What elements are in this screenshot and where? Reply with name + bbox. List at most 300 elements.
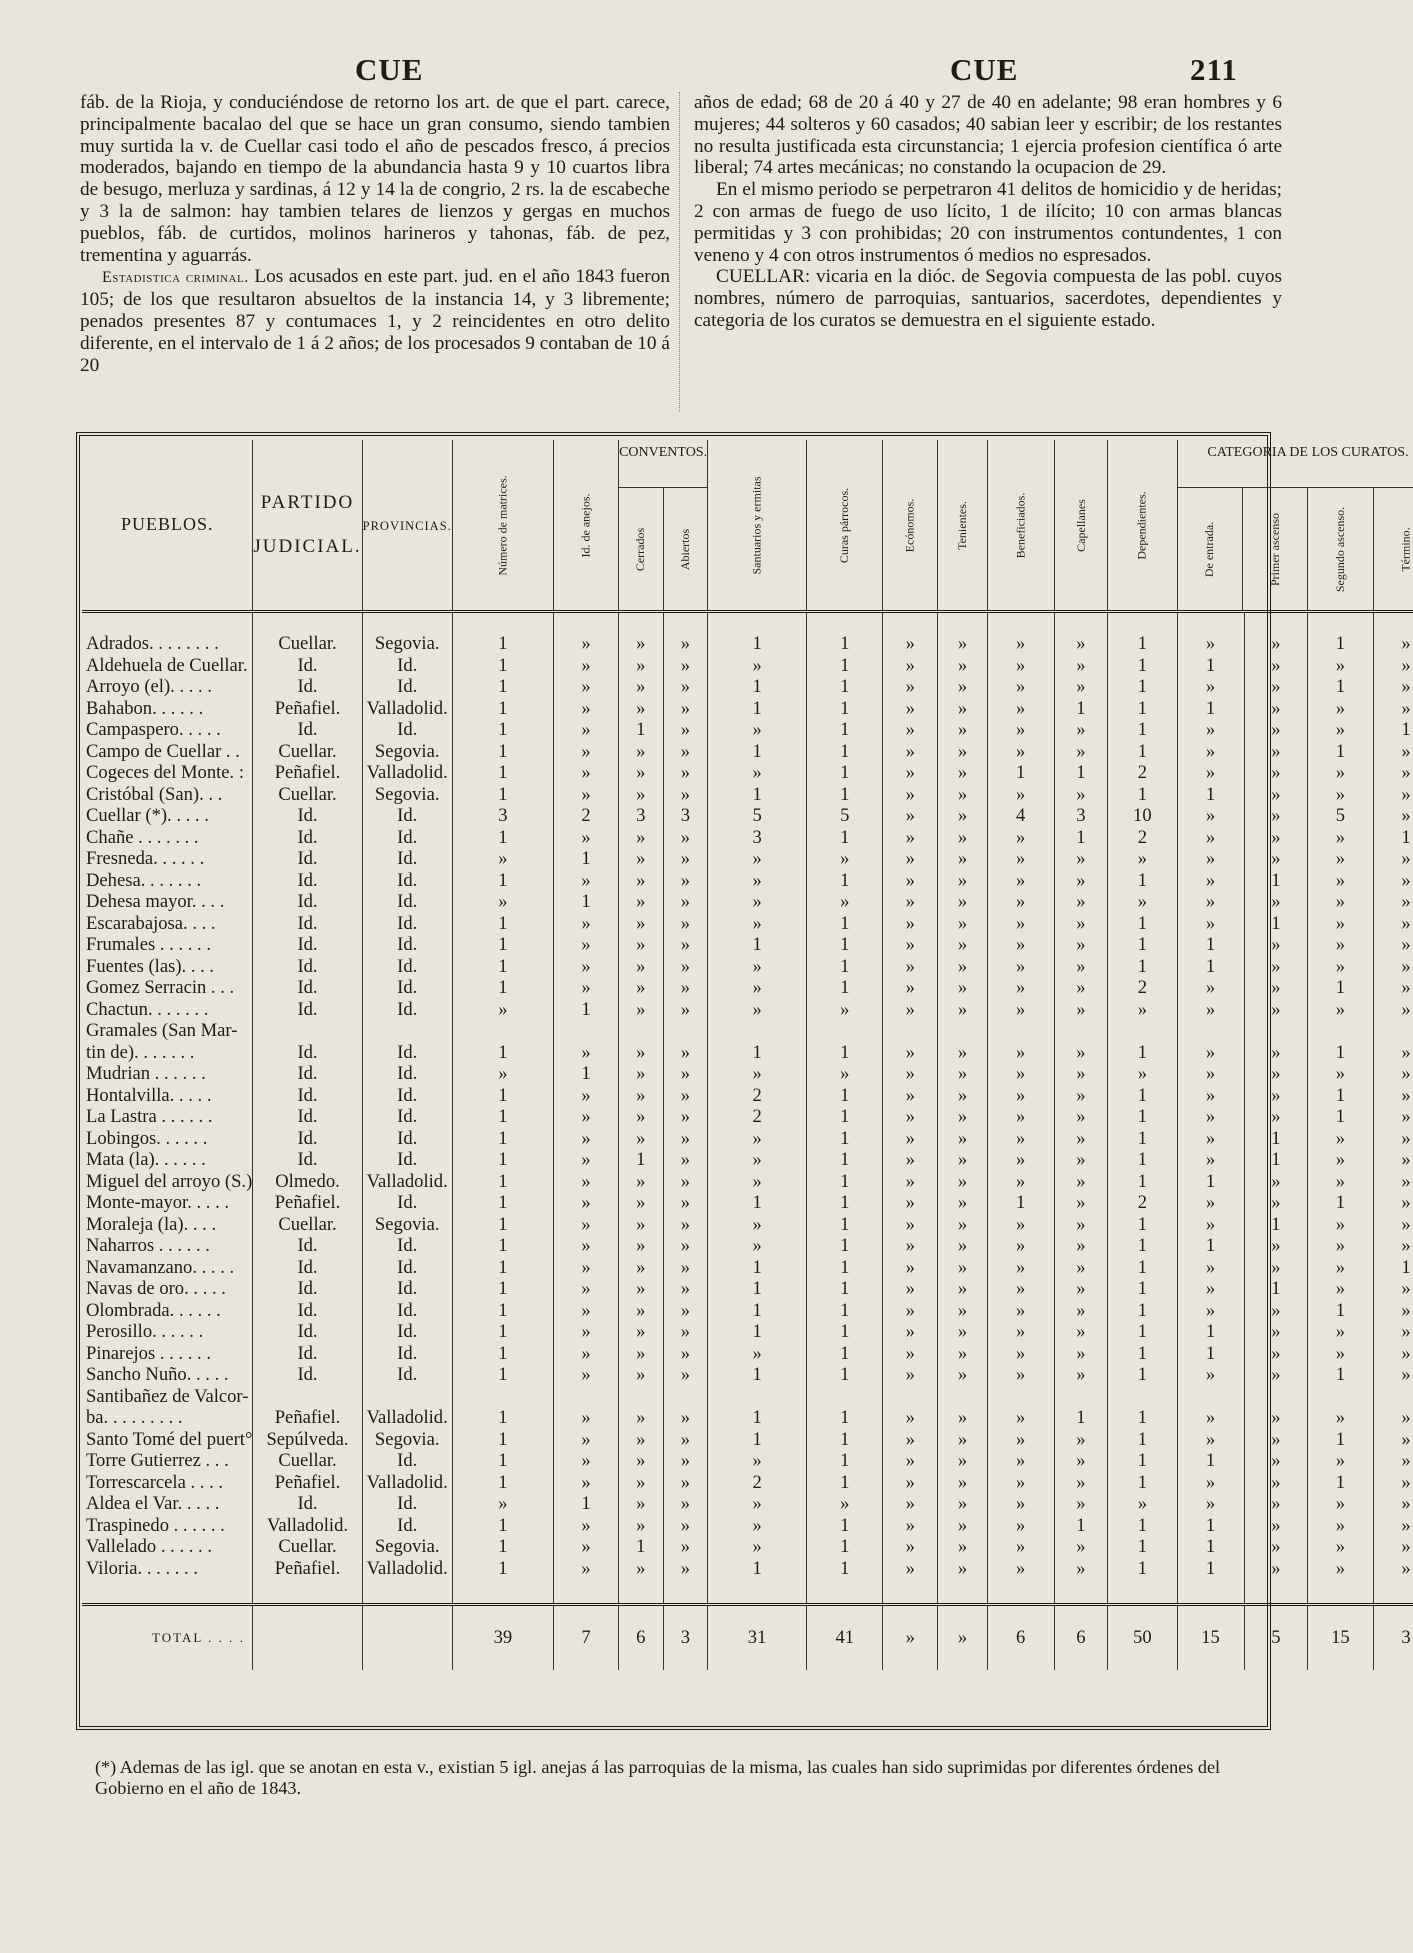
value-cell: » bbox=[1177, 1149, 1244, 1171]
value-cell: » bbox=[452, 999, 553, 1021]
value-cell: 3 bbox=[452, 805, 553, 827]
value-cell: » bbox=[1177, 612, 1244, 655]
value-cell: 1 bbox=[452, 977, 553, 999]
value-cell: 1 bbox=[1308, 1472, 1373, 1494]
value-cell: » bbox=[663, 1450, 708, 1472]
value-cell: » bbox=[1054, 655, 1108, 677]
value-cell: 1 bbox=[1244, 870, 1308, 892]
value-cell: » bbox=[938, 1536, 988, 1558]
value-cell: » bbox=[1054, 1321, 1108, 1343]
total-cell: 5 bbox=[1244, 1605, 1308, 1671]
table-row bbox=[82, 870, 1413, 892]
value-cell: 1 bbox=[708, 784, 807, 806]
value-cell: » bbox=[619, 741, 664, 763]
table-row bbox=[82, 1063, 1413, 1085]
value-cell: » bbox=[938, 1214, 988, 1236]
partido-cell: Id. bbox=[253, 655, 362, 677]
value-cell: » bbox=[883, 1450, 938, 1472]
value-cell: » bbox=[987, 784, 1054, 806]
value-cell: » bbox=[1401, 1342, 1411, 1364]
value-cell: 1 bbox=[1244, 1214, 1308, 1236]
value-cell: 1 bbox=[1308, 1085, 1373, 1107]
left-column bbox=[80, 92, 670, 376]
value-cell: » bbox=[619, 762, 664, 784]
value-cell: » bbox=[807, 1493, 883, 1515]
value-cell: » bbox=[1054, 1450, 1108, 1472]
value-cell: » bbox=[1244, 848, 1308, 870]
value-cell: » bbox=[708, 1235, 807, 1257]
value-cell: 1 bbox=[1108, 870, 1177, 892]
value-cell: » bbox=[1244, 1235, 1308, 1257]
value-cell: » bbox=[554, 934, 619, 956]
value-cell: » bbox=[987, 1063, 1054, 1085]
value-cell: 1 bbox=[807, 762, 883, 784]
value-cell: » bbox=[883, 1042, 938, 1064]
value-cell: » bbox=[987, 1128, 1054, 1150]
partido-cell: Peñafiel. bbox=[253, 698, 362, 720]
value-cell: » bbox=[663, 1407, 708, 1429]
value-cell: 1 bbox=[554, 999, 619, 1021]
partido-cell: Id. bbox=[253, 1063, 362, 1085]
value-cell: » bbox=[554, 1472, 619, 1494]
value-cell: » bbox=[663, 1364, 708, 1386]
value-cell: » bbox=[987, 1493, 1054, 1515]
value-cell: » bbox=[663, 1343, 708, 1365]
value-cell: » bbox=[1054, 870, 1108, 892]
value-cell: » bbox=[1054, 1085, 1108, 1107]
value-cell: » bbox=[987, 1407, 1054, 1429]
pueblo-name: Cuellar (*). . . . . bbox=[82, 805, 253, 827]
value-cell: 1 bbox=[807, 1558, 883, 1580]
header-entrada: De entrada. bbox=[1202, 521, 1217, 577]
value-cell: » bbox=[1177, 1364, 1244, 1386]
table-row bbox=[82, 1128, 1413, 1150]
provincia-cell: Id. bbox=[362, 956, 452, 978]
partido-cell: Id. bbox=[253, 956, 362, 978]
value-cell: » bbox=[554, 1536, 619, 1558]
value-cell: » bbox=[708, 719, 807, 741]
table-row bbox=[82, 1407, 1413, 1429]
value-cell: » bbox=[938, 1493, 988, 1515]
value-cell: » bbox=[1401, 934, 1411, 955]
pueblo-name: Olombrada. . . . . . bbox=[82, 1300, 253, 1322]
value-cell: » bbox=[1401, 1149, 1411, 1170]
value-cell: 1 bbox=[452, 1106, 553, 1128]
value-cell: 1 bbox=[452, 1128, 553, 1150]
total-cell: 50 bbox=[1108, 1605, 1177, 1671]
value-cell: » bbox=[554, 719, 619, 741]
value-cell: » bbox=[987, 741, 1054, 763]
value-cell: 1 bbox=[452, 1149, 553, 1171]
value-cell: » bbox=[1244, 956, 1308, 978]
header-curas: Curas párrocos. bbox=[807, 440, 883, 612]
value-cell: » bbox=[663, 1235, 708, 1257]
value-cell: » bbox=[619, 1343, 664, 1365]
provincia-cell: Id. bbox=[362, 1515, 452, 1537]
value-cell: » bbox=[619, 1171, 664, 1193]
provincia-cell: Id. bbox=[362, 1128, 452, 1150]
value-cell: » bbox=[987, 1149, 1054, 1171]
value-cell: » bbox=[1308, 934, 1373, 956]
value-cell: 1 bbox=[708, 1300, 807, 1322]
pueblo-name: Escarabajosa. . . . bbox=[82, 913, 253, 935]
value-cell: » bbox=[619, 1278, 664, 1300]
value-cell: » bbox=[554, 827, 619, 849]
value-cell: » bbox=[987, 1429, 1054, 1451]
value-cell: » bbox=[1308, 891, 1373, 913]
partido-cell: Peñafiel. bbox=[253, 1558, 362, 1580]
value-cell: » bbox=[1244, 1063, 1308, 1085]
value-cell: » bbox=[663, 1536, 708, 1558]
value-cell: » bbox=[619, 934, 664, 956]
value-cell: » bbox=[987, 1343, 1054, 1365]
value-cell: » bbox=[1054, 956, 1108, 978]
value-cell: » bbox=[1308, 1515, 1373, 1537]
value-cell: 1 bbox=[1177, 1536, 1244, 1558]
value-cell: » bbox=[987, 1515, 1054, 1537]
value-cell: 1 bbox=[807, 1536, 883, 1558]
value-cell: 1 bbox=[708, 1558, 807, 1580]
value-cell: » bbox=[987, 1321, 1054, 1343]
partido-cell: Cuellar. bbox=[253, 1214, 362, 1236]
pueblo-name: Fresneda. . . . . . bbox=[82, 848, 253, 870]
value-cell: » bbox=[619, 1106, 664, 1128]
table-row bbox=[82, 1042, 1413, 1064]
value-cell: 1 bbox=[807, 827, 883, 849]
value-cell: 1 bbox=[1054, 1407, 1108, 1429]
value-cell: 1 bbox=[807, 1300, 883, 1322]
right-column bbox=[694, 92, 1282, 332]
value-cell: 1 bbox=[452, 1429, 553, 1451]
value-cell: » bbox=[938, 1042, 988, 1064]
value-cell: » bbox=[619, 1515, 664, 1537]
partido-cell: Id. bbox=[253, 977, 362, 999]
value-cell: » bbox=[1244, 1450, 1308, 1472]
value-cell: » bbox=[1308, 956, 1373, 978]
header-provincias: PROVINCIAS. bbox=[362, 440, 452, 612]
value-cell: » bbox=[938, 827, 988, 849]
partido-cell: Id. bbox=[253, 719, 362, 741]
value-cell: » bbox=[987, 1214, 1054, 1236]
footnote: (*) Ademas de las igl. que se anotan en esta v., existian 5 igl. anejas á las parroquias de la misma, las cuales han sido suprimidas por diferentes órdenes del Gobierno en el año de 1843. bbox=[95, 1757, 1221, 1798]
value-cell: » bbox=[1244, 1257, 1308, 1279]
value-cell: » bbox=[619, 1407, 664, 1429]
value-cell: » bbox=[938, 956, 988, 978]
value-cell: 1 bbox=[1108, 1321, 1177, 1343]
pueblo-name: Navas de oro. . . . . bbox=[82, 1278, 253, 1300]
value-cell: » bbox=[987, 956, 1054, 978]
value-cell: » bbox=[1054, 1063, 1108, 1085]
value-cell: » bbox=[883, 934, 938, 956]
value-cell: » bbox=[619, 1192, 664, 1214]
value-cell: » bbox=[708, 913, 807, 935]
value-cell: » bbox=[1244, 805, 1308, 827]
value-cell: » bbox=[807, 848, 883, 870]
value-cell: » bbox=[1244, 762, 1308, 784]
value-cell: 1 bbox=[807, 1042, 883, 1064]
value-cell: 1 bbox=[1308, 612, 1373, 655]
value-cell: 1 bbox=[452, 1515, 553, 1537]
value-cell: 1 bbox=[1244, 1149, 1308, 1171]
value-cell: » bbox=[1177, 676, 1244, 698]
value-cell: » bbox=[1177, 1493, 1244, 1515]
value-cell: » bbox=[1244, 1364, 1308, 1386]
provincia-cell: Id. bbox=[362, 1042, 452, 1064]
provincia-cell: Segovia. bbox=[362, 612, 452, 655]
value-cell: » bbox=[938, 719, 988, 741]
value-cell: 1 bbox=[1177, 784, 1244, 806]
value-cell: 2 bbox=[708, 1085, 807, 1107]
value-cell: » bbox=[883, 762, 938, 784]
partido-cell: Cuellar. bbox=[253, 784, 362, 806]
value-cell: 1 bbox=[1108, 913, 1177, 935]
partido-cell: Peñafiel. bbox=[253, 1472, 362, 1494]
value-cell: » bbox=[1401, 633, 1411, 654]
value-cell: 1 bbox=[1108, 612, 1177, 655]
value-cell: » bbox=[1401, 955, 1411, 977]
value-cell: » bbox=[663, 848, 708, 870]
value-cell: 1 bbox=[708, 1257, 807, 1279]
pueblo-name: Pinarejos . . . . . . bbox=[82, 1343, 253, 1365]
provincia-cell: Valladolid. bbox=[362, 1472, 452, 1494]
value-cell: » bbox=[1401, 1536, 1411, 1557]
value-cell: 1 bbox=[1108, 698, 1177, 720]
value-cell: » bbox=[938, 655, 988, 677]
value-cell: » bbox=[708, 1171, 807, 1193]
page-number: 211 bbox=[1190, 52, 1238, 87]
value-cell: 1 bbox=[452, 1364, 553, 1386]
value-cell: » bbox=[807, 891, 883, 913]
table-row bbox=[82, 1515, 1413, 1537]
value-cell: 1 bbox=[1108, 1343, 1177, 1365]
value-cell: » bbox=[1401, 1428, 1411, 1450]
value-cell: » bbox=[987, 1278, 1054, 1300]
value-cell: » bbox=[554, 1429, 619, 1451]
value-cell: » bbox=[1401, 1192, 1411, 1213]
value-cell: » bbox=[1401, 1364, 1411, 1385]
value-cell: » bbox=[1244, 934, 1308, 956]
value-cell: » bbox=[1054, 612, 1108, 655]
value-cell: » bbox=[1177, 719, 1244, 741]
pueblo-name: Dehesa mayor. . . . bbox=[82, 891, 253, 913]
value-cell: » bbox=[938, 1450, 988, 1472]
value-cell: » bbox=[938, 1321, 988, 1343]
value-cell: 1 bbox=[807, 1235, 883, 1257]
value-cell: 1 bbox=[1108, 1149, 1177, 1171]
value-cell: » bbox=[663, 913, 708, 935]
value-cell: » bbox=[554, 676, 619, 698]
value-cell: 1 bbox=[452, 1407, 553, 1429]
value-cell: » bbox=[619, 999, 664, 1021]
value-cell: » bbox=[708, 891, 807, 913]
value-cell: » bbox=[663, 870, 708, 892]
value-cell: » bbox=[554, 1128, 619, 1150]
value-cell: 3 bbox=[708, 827, 807, 849]
estadistica-label: Estadistica criminal. bbox=[102, 269, 249, 287]
value-cell: » bbox=[1054, 1300, 1108, 1322]
column-divider bbox=[679, 92, 681, 412]
table-row-continuation bbox=[82, 1020, 1413, 1042]
value-cell: » bbox=[1308, 719, 1373, 741]
value-cell: » bbox=[938, 934, 988, 956]
value-cell: » bbox=[554, 956, 619, 978]
value-cell: » bbox=[554, 741, 619, 763]
value-cell: » bbox=[554, 1321, 619, 1343]
value-cell: » bbox=[1308, 1536, 1373, 1558]
value-cell: » bbox=[987, 1235, 1054, 1257]
value-cell: » bbox=[1401, 676, 1411, 697]
value-cell: » bbox=[938, 913, 988, 935]
value-cell: 1 bbox=[708, 1429, 807, 1451]
provincia-cell: Id. bbox=[362, 655, 452, 677]
value-cell: » bbox=[1244, 1085, 1308, 1107]
value-cell: » bbox=[663, 1515, 708, 1537]
table-row bbox=[82, 784, 1413, 806]
value-cell: » bbox=[1401, 1278, 1411, 1299]
value-cell: » bbox=[554, 1407, 619, 1429]
value-cell: » bbox=[987, 1085, 1054, 1107]
table-row bbox=[82, 1472, 1413, 1494]
value-cell: » bbox=[1401, 891, 1411, 912]
value-cell: » bbox=[1308, 913, 1373, 935]
value-cell: 1 bbox=[807, 1214, 883, 1236]
table-header-row bbox=[82, 440, 1413, 612]
pueblo-name: Chactun. . . . . . . bbox=[82, 999, 253, 1021]
table-row bbox=[82, 1364, 1413, 1386]
total-cell: 3 bbox=[1373, 1605, 1413, 1671]
value-cell: » bbox=[987, 891, 1054, 913]
pueblo-name: Aldehuela de Cuellar. bbox=[82, 655, 253, 677]
provincia-cell: Id. bbox=[362, 891, 452, 913]
value-cell: » bbox=[1244, 676, 1308, 698]
value-cell: » bbox=[619, 1321, 664, 1343]
total-cell: 15 bbox=[1308, 1605, 1373, 1671]
value-cell: » bbox=[938, 999, 988, 1021]
value-cell: » bbox=[1308, 762, 1373, 784]
value-cell: » bbox=[1108, 848, 1177, 870]
value-cell: 1 bbox=[708, 676, 807, 698]
value-cell: » bbox=[1054, 977, 1108, 999]
value-cell: » bbox=[554, 1192, 619, 1214]
pueblo-name: Torre Gutierrez . . . bbox=[82, 1450, 253, 1472]
value-cell: » bbox=[1177, 805, 1244, 827]
partido-cell: Id. bbox=[253, 1343, 362, 1365]
value-cell: » bbox=[452, 848, 553, 870]
partido-cell: Id. bbox=[253, 676, 362, 698]
value-cell: 10 bbox=[1108, 805, 1177, 827]
value-cell: » bbox=[987, 913, 1054, 935]
value-cell: » bbox=[1401, 1299, 1411, 1321]
value-cell: 1 bbox=[807, 1407, 883, 1429]
value-cell: 2 bbox=[708, 1472, 807, 1494]
pueblo-name: Vallelado . . . . . . bbox=[82, 1536, 253, 1558]
table-row bbox=[82, 1106, 1413, 1128]
pueblo-name: Lobingos. . . . . . bbox=[82, 1128, 253, 1150]
table-row bbox=[82, 676, 1413, 698]
value-cell: » bbox=[663, 956, 708, 978]
value-cell: » bbox=[1401, 1557, 1411, 1579]
value-cell: » bbox=[1177, 1128, 1244, 1150]
value-cell: » bbox=[663, 977, 708, 999]
value-cell: » bbox=[619, 977, 664, 999]
value-cell: » bbox=[708, 1063, 807, 1085]
header-primer-ascenso: Primer ascenso bbox=[1267, 512, 1282, 586]
header-termino: Término. bbox=[1398, 526, 1413, 572]
value-cell: » bbox=[663, 762, 708, 784]
value-cell: 1 bbox=[452, 784, 553, 806]
value-cell: » bbox=[554, 913, 619, 935]
value-cell: 1 bbox=[619, 1149, 664, 1171]
value-cell: » bbox=[938, 1128, 988, 1150]
value-cell: » bbox=[987, 1106, 1054, 1128]
partido-cell: Id. bbox=[253, 1235, 362, 1257]
value-cell: 1 bbox=[708, 1192, 807, 1214]
value-cell: » bbox=[1177, 1085, 1244, 1107]
value-cell: » bbox=[987, 977, 1054, 999]
partido-cell: Cuellar. bbox=[253, 1450, 362, 1472]
value-cell: » bbox=[708, 977, 807, 999]
value-cell: 1 bbox=[1108, 1085, 1177, 1107]
right-paragraph-1: años de edad; 68 de 20 á 40 y 27 de 40 en adelante; 98 eran hombres y 6 mujeres; 44 solteros y 60 casados; 40 sabian leer y escribir; de los restantes no resulta justificada esta circunstancia; 1 ejercia profesion científica ó arte liberal; 74 artes mecánicas; no constando la ocupacion de 29. bbox=[694, 92, 1282, 179]
value-cell: » bbox=[1054, 1472, 1108, 1494]
value-cell: » bbox=[883, 1300, 938, 1322]
header-pueblos: PUEBLOS. bbox=[82, 440, 253, 612]
value-cell: » bbox=[1054, 1257, 1108, 1279]
value-cell: » bbox=[1401, 1235, 1411, 1256]
value-cell: » bbox=[452, 1063, 553, 1085]
value-cell: » bbox=[883, 1321, 938, 1343]
value-cell: » bbox=[1177, 1257, 1244, 1279]
pueblo-name: Dehesa. . . . . . . bbox=[82, 870, 253, 892]
value-cell: » bbox=[1054, 934, 1108, 956]
table-row bbox=[82, 1300, 1413, 1322]
value-cell: » bbox=[883, 956, 938, 978]
value-cell: » bbox=[1244, 1536, 1308, 1558]
value-cell: » bbox=[708, 999, 807, 1021]
table-row bbox=[82, 762, 1413, 784]
value-cell: » bbox=[1054, 719, 1108, 741]
value-cell: » bbox=[987, 612, 1054, 655]
value-cell: » bbox=[663, 934, 708, 956]
value-cell: » bbox=[663, 1192, 708, 1214]
value-cell: » bbox=[1177, 1214, 1244, 1236]
value-cell: » bbox=[1177, 977, 1244, 999]
value-cell: 1 bbox=[1244, 913, 1308, 935]
value-cell: 1 bbox=[1401, 826, 1411, 848]
provincia-cell: Id. bbox=[362, 676, 452, 698]
value-cell: » bbox=[554, 1558, 619, 1580]
value-cell: 1 bbox=[452, 1192, 553, 1214]
total-cell: 15 bbox=[1177, 1605, 1244, 1671]
provincia-cell: Id. bbox=[362, 1149, 452, 1171]
value-cell: 1 bbox=[452, 934, 553, 956]
provincia-cell: Id. bbox=[362, 1300, 452, 1322]
value-cell: » bbox=[1177, 999, 1244, 1021]
value-cell: 1 bbox=[452, 1085, 553, 1107]
value-cell: » bbox=[938, 612, 988, 655]
value-cell: » bbox=[938, 1171, 988, 1193]
value-cell: 1 bbox=[807, 870, 883, 892]
value-cell: » bbox=[1401, 1450, 1411, 1471]
value-cell: 1 bbox=[1108, 1472, 1177, 1494]
provincia-cell: Valladolid. bbox=[362, 1407, 452, 1429]
value-cell: » bbox=[1177, 891, 1244, 913]
provincia-cell: Id. bbox=[362, 719, 452, 741]
value-cell: » bbox=[708, 848, 807, 870]
value-cell: 1 bbox=[1108, 1257, 1177, 1279]
value-cell: 1 bbox=[807, 1171, 883, 1193]
value-cell: » bbox=[708, 1536, 807, 1558]
